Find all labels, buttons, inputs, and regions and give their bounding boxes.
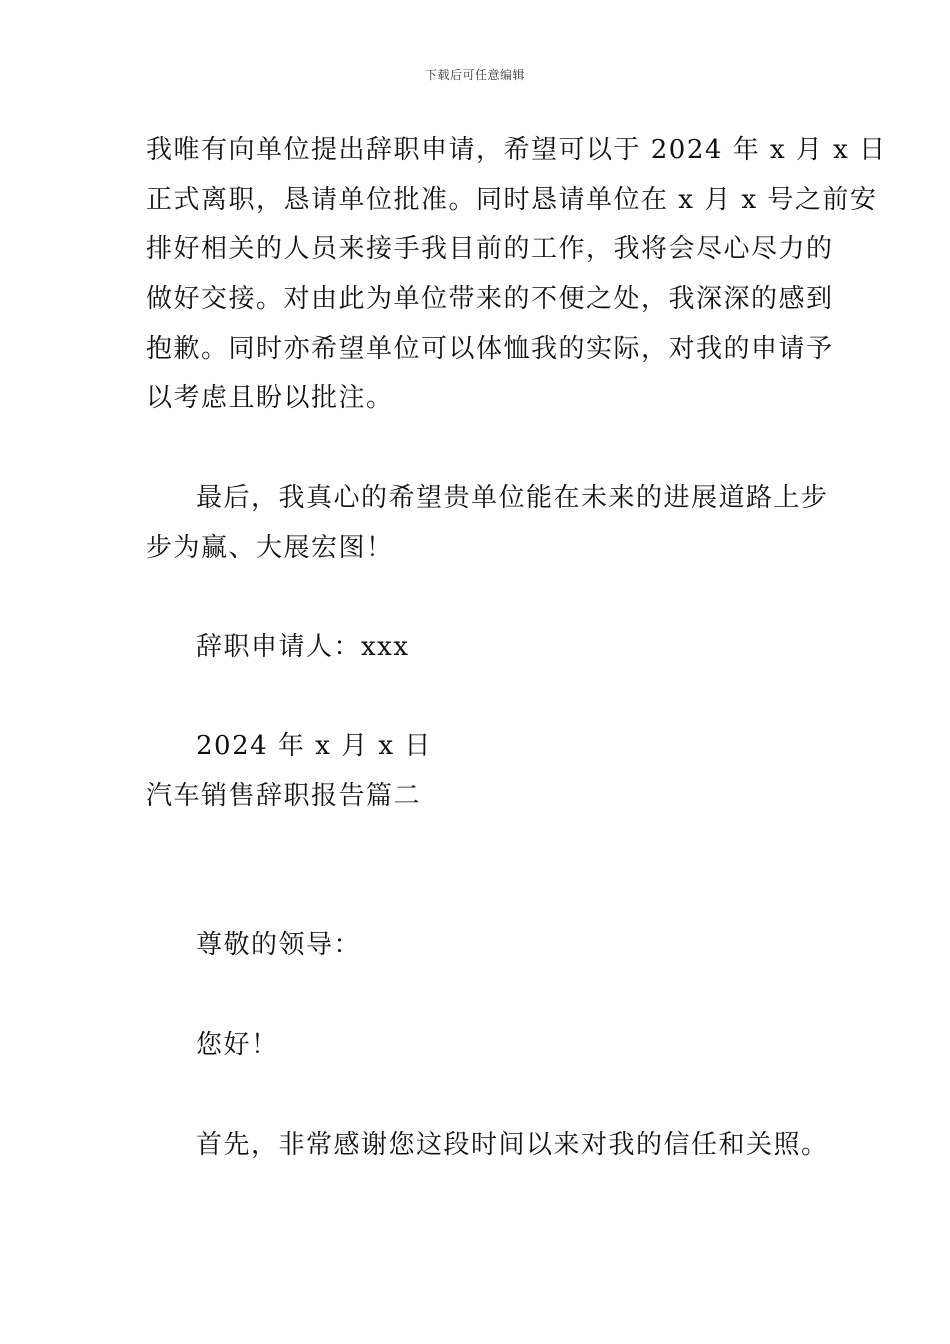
paragraph-1-line-5: 抱歉。同时亦希望单位可以体恤我的实际，对我的申请予: [146, 334, 834, 364]
date-line: 2024 年 x 月 x 日: [196, 731, 432, 761]
paragraph-2-line-1: 最后，我真心的希望贵单位能在未来的进展道路上步: [196, 483, 829, 513]
paragraph-1-line-3: 排好相关的人员来接手我目前的工作，我将会尽心尽力的: [146, 234, 834, 264]
salutation: 尊敬的领导：: [196, 930, 362, 960]
paragraph-1-line-1: 我唯有向单位提出辞职申请，希望可以于 2024 年 x 月 x 日: [146, 135, 887, 165]
paragraph-1-line-2: 正式离职，恳请单位批准。同时恳请单位在 x 月 x 号之前安: [146, 185, 878, 215]
section-title: 汽车销售辞职报告篇二: [146, 781, 422, 811]
opening-paragraph: 首先，非常感谢您这段时间以来对我的信任和关照。: [196, 1130, 829, 1160]
page-header: 下载后可任意编辑: [424, 68, 525, 82]
paragraph-1-line-4: 做好交接。对由此为单位带来的不便之处，我深深的感到: [146, 284, 834, 314]
paragraph-1-line-6: 以考虑且盼以批注。: [146, 383, 394, 413]
paragraph-2-line-2: 步为赢、大展宏图！: [146, 533, 394, 563]
signature-line: 辞职申请人：xxx: [196, 632, 410, 662]
greeting: 您好！: [196, 1030, 279, 1060]
